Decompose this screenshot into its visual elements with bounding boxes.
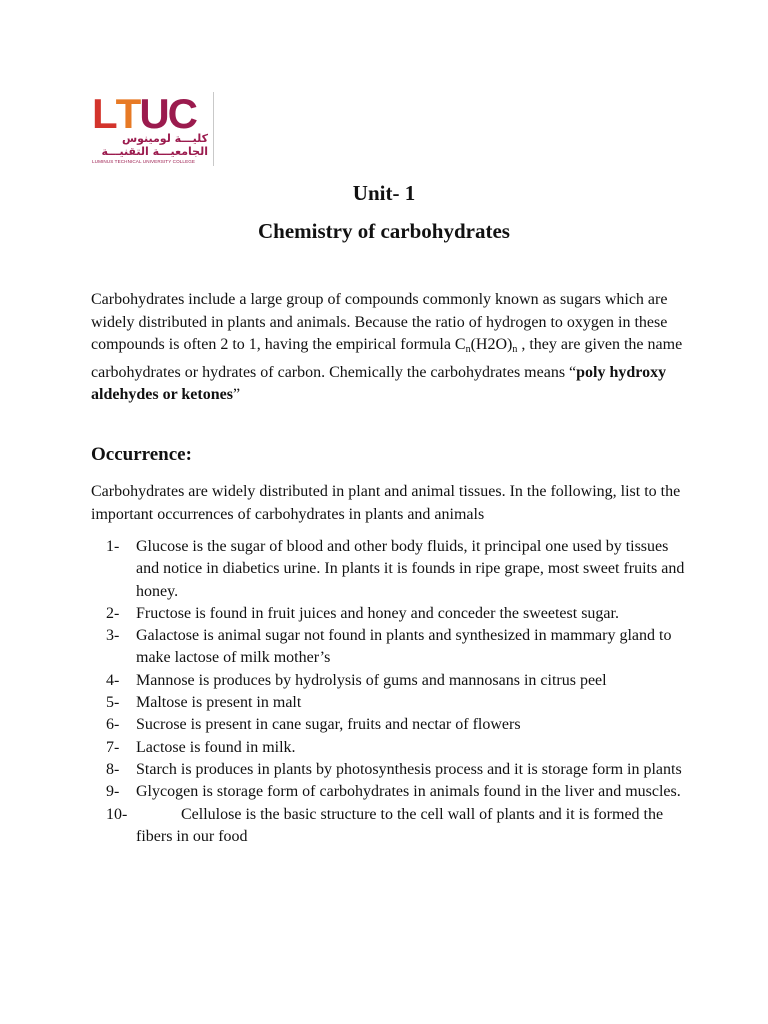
list-text: Mannose is produces by hydrolysis of gums and mannosans in citrus peel [136,671,607,689]
logo-letter: C [167,90,196,137]
formula-text: (H2O) [470,336,513,353]
intro-text: ” [232,386,241,403]
list-number: 7- [106,738,120,756]
logo-arabic-line-2: الجامعيـــة التقنيـــة [101,145,208,158]
logo-arabic-line-1: كليـــة لومينوس [121,132,208,145]
list-text: Cellulose is the basic structure to the cell wall of plants and it is formed the fibers in our food [136,805,664,845]
list-number: 1- [106,538,120,555]
intro-paragraph [91,289,691,407]
list-text: Glucose is the sugar of blood and other body fluids, it principal one used by tissues and notice in diabetics urine. In plants it is founds in ripe grape, most sweet fruits and honey. [136,538,685,600]
list-number: 5- [106,694,120,712]
list-number: 10- [106,805,128,823]
page-title: Chemistry of carbohydrates [258,219,510,243]
intro-text: Carbohydrates include a large group of compounds commonly known as sugars which are widely distributed in plants and animals. Because the ratio of hydrogen to oxygen in these compounds is often 2 to 1, having the empirical formula C [91,291,668,353]
list-number: 9- [106,783,120,801]
list-number: 4- [106,671,120,689]
section-intro: Carbohydrates are widely distributed in plant and animal tissues. In the following, list to the important occurrences of carbohydrates in plants and animals [91,483,681,523]
list-item [91,603,691,625]
list-text: Glycogen is storage form of carbohydrates in animals found in the liver and muscles. [136,783,681,801]
list-item [91,804,691,849]
list-item [91,737,691,759]
unit-heading: Unit- 1 [352,181,416,205]
logo-letter: U [139,90,168,137]
list-text: Galactose is animal sugar not found in plants and synthesized in mammary gland to make lactose of milk mother’s [136,627,672,667]
list-item [91,670,691,692]
formula-subscript: n [465,344,471,355]
ltuc-logo [86,88,216,168]
list-item [91,759,691,781]
intro-text: , they are given the name carbohydrates or hydrates of carbon. Chemically the carbohydrates means “ [91,336,683,381]
list-item [91,781,691,803]
section-heading: Occurrence: [91,444,192,465]
list-text: Maltose is present in malt [136,694,302,712]
logo-subtitle: LUMINUS TECHNICAL UNIVERSITY COLLEGE [92,159,196,164]
list-text: Lactose is found in milk. [136,738,296,756]
list-text: Sucrose is present in cane sugar, fruits and nectar of flowers [136,716,521,734]
logo-divider [213,92,214,166]
list-text: Starch is produces in plants by photosynthesis process and it is storage form in plants [136,760,682,778]
logo-letter: T [115,90,140,137]
list-number: 8- [106,760,120,778]
logo-letter: L [92,90,116,137]
logo-wordmark [92,90,196,138]
list-item [91,536,691,603]
formula-subscript: n [512,344,518,355]
list-text: Fructose is found in fruit juices and honey and conceder the sweetest sugar. [136,604,619,622]
list-number: 3- [106,627,120,645]
list-item [91,714,691,736]
list-item [91,625,691,670]
list-number: 2- [106,604,120,622]
definition-bold: poly hydroxy aldehydes or ketones [91,363,667,403]
list-item [91,692,691,714]
occurrence-list [91,536,691,848]
list-number: 6- [106,716,120,734]
